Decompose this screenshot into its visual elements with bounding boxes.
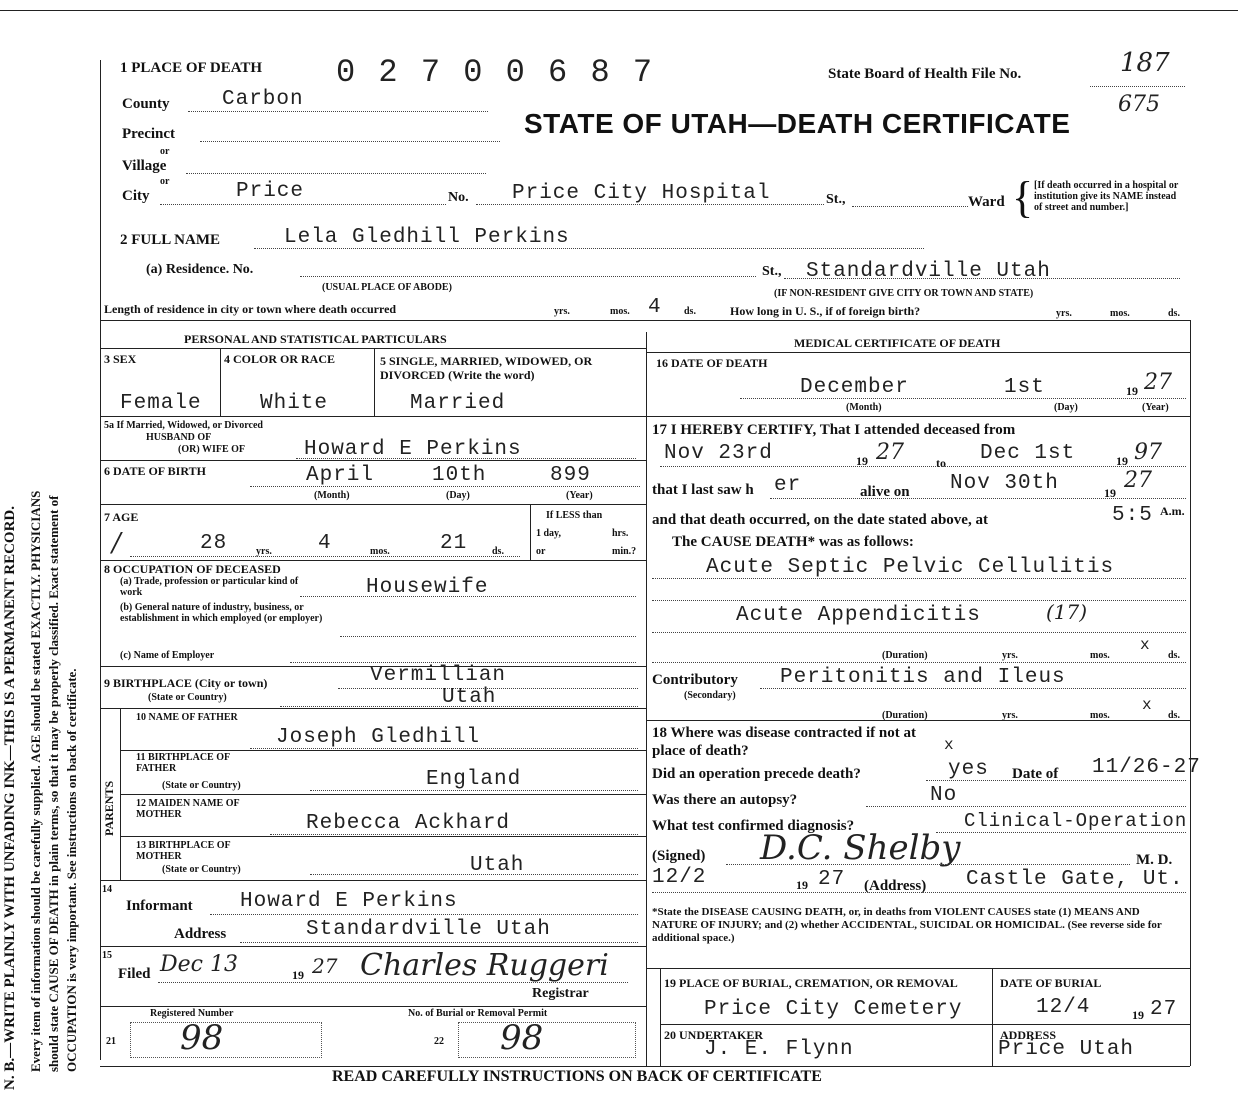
father-value: Joseph Gledhill: [276, 726, 481, 749]
cause-primary-2: Acute Appendicitis: [736, 604, 981, 627]
physician-address-value: Castle Gate, Ut.: [966, 868, 1184, 891]
dob-year-caption: (Year): [566, 490, 593, 501]
village-label: Village: [122, 158, 167, 174]
right-border: [1190, 320, 1191, 1066]
how-long-yrs: yrs.: [1056, 308, 1072, 319]
informant-address-value: Standardville Utah: [306, 918, 551, 941]
occupation-b-label: (b) General nature of industry, business, or establishment in which employed (or employer): [120, 602, 323, 624]
medical-header: MEDICAL CERTIFICATE OF DEATH: [794, 336, 1001, 350]
burial-permit-value: 98: [500, 1018, 544, 1058]
spouse-value: Howard E Perkins: [304, 438, 522, 461]
cause-footnote: *State the DISEASE CAUSING DEATH, or, in deaths from VIOLENT CAUSES state (1) MEANS AND NATURE OF INJURY; and (2) whether ACCIDENTAL, SUICIDAL OR HOMICIDAL. (See reverse side for additional space.): [652, 906, 1162, 944]
field-22-number: 22: [434, 1036, 444, 1047]
color-label: 4 COLOR OR RACE: [224, 352, 336, 366]
death-time: 5:5: [1112, 504, 1153, 527]
dob-label: 6 DATE OF BIRTH: [104, 464, 206, 478]
to-nineteen: 19: [1116, 454, 1128, 468]
physician-address-label: (Address): [864, 878, 927, 894]
occurred-label: and that death occurred, on the date stated above, at: [652, 512, 988, 528]
age-months: 4: [318, 532, 332, 555]
registered-number-value: 98: [180, 1018, 224, 1058]
length-days-value: 4: [648, 296, 662, 319]
operation-date-label: Date of: [1012, 766, 1059, 782]
dob-day-caption: (Day): [446, 490, 470, 501]
last-saw-year: 27: [1124, 468, 1152, 493]
to-label: to: [936, 456, 946, 470]
file-number: 187: [1120, 48, 1170, 78]
informant-value: Howard E Perkins: [240, 890, 458, 913]
age-ds-label: ds.: [492, 546, 504, 557]
contributory-label: Contributory: [652, 672, 738, 688]
where-contracted-label: 18 Where was disease contracted if not at place of death?: [652, 725, 916, 759]
duration-label-2: (Duration): [882, 710, 928, 721]
sidebar-line4: OCCUPATION is very important. See instructions on back of certificate.: [64, 668, 79, 1072]
spouse-label-2: HUSBAND OF: [146, 432, 212, 443]
duration-ds-1: ds.: [1168, 650, 1180, 661]
dob-month: April: [306, 464, 375, 487]
undertaker-value: J. E. Flynn: [704, 1038, 854, 1061]
age-mark: /: [112, 528, 121, 558]
marital-label: 5 SINGLE, MARRIED, WIDOWED, OR DIVORCED (Write the word): [380, 354, 593, 382]
less-than-label: If LESS than: [546, 510, 603, 521]
sex-label: 3 SEX: [104, 352, 137, 366]
non-resident-caption: (IF NON-RESIDENT GIVE CITY OR TOWN AND STATE): [774, 288, 1034, 299]
field-14-number: 14: [102, 884, 112, 895]
filed-label: Filed: [118, 966, 151, 982]
autopsy-label: Was there an autopsy?: [652, 792, 798, 808]
dob-year: 899: [550, 464, 591, 487]
less-or-label: or: [536, 546, 546, 557]
dob-month-caption: (Month): [314, 490, 350, 501]
certificate-title: STATE OF UTAH—DEATH CERTIFICATE: [524, 108, 1071, 139]
birthplace-state: Utah: [442, 686, 497, 709]
city-label: City: [122, 188, 150, 204]
center-divider: [646, 332, 647, 1067]
precinct-label: Precinct: [122, 126, 176, 142]
filed-value: Dec 13: [160, 952, 238, 977]
sidebar-line3: should state CAUSE OF DEATH in plain terms, so that it may be properly classified. Exact statement of: [46, 495, 61, 1072]
age-mos-label: mos.: [370, 546, 390, 557]
secondary-caption: (Secondary): [684, 690, 736, 701]
death-month: December: [800, 376, 909, 399]
bottom-border: [100, 1066, 1190, 1067]
file-number-2: 675: [1118, 92, 1160, 117]
age-days: 21: [440, 532, 468, 555]
mother-birthplace-value: Utah: [470, 854, 525, 877]
ward-label: Ward: [968, 194, 1005, 210]
signed-date: 12/2: [652, 866, 707, 889]
test-label: What test confirmed diagnosis?: [652, 818, 855, 834]
informant-address-label: Address: [174, 926, 227, 942]
duration-mos-2: mos.: [1090, 710, 1110, 721]
attended-from-year: 27: [876, 440, 904, 465]
length-residence-label: Length of residence in city or town where death occurred: [104, 302, 397, 316]
signed-year: 27: [818, 868, 846, 891]
md-label: M. D.: [1136, 852, 1173, 868]
cause-label: The CAUSE DEATH* was as follows:: [672, 534, 914, 550]
autopsy-value: No: [930, 784, 958, 807]
how-long-mos: mos.: [1110, 308, 1130, 319]
from-nineteen: 19: [856, 454, 868, 468]
test-value: Clinical-Operation: [964, 810, 1188, 832]
death-year: 27: [1144, 370, 1172, 395]
employer-label: (c) Name of Employer: [120, 650, 215, 661]
place-of-death-label: 1 PLACE OF DEATH: [120, 60, 263, 76]
alive-on-label: alive on: [860, 484, 910, 500]
how-long-ds: ds.: [1168, 308, 1180, 319]
county-value: Carbon: [222, 88, 304, 111]
signed-label: (Signed): [652, 848, 706, 864]
death-month-caption: (Month): [846, 402, 882, 413]
usual-abode-caption: (USUAL PLACE OF ABODE): [322, 282, 452, 293]
attended-to-year: 97: [1134, 440, 1162, 465]
attended-from: Nov 23rd: [664, 442, 773, 465]
burial-place-label: 19 PLACE OF BURIAL, CREMATION, OR REMOVAL: [664, 976, 958, 990]
length-mos: mos.: [610, 306, 630, 317]
registrar-signature: Charles Ruggeri: [360, 948, 609, 983]
last-nineteen: 19: [1104, 486, 1116, 500]
number-label: No.: [448, 190, 469, 205]
personal-header: PERSONAL AND STATISTICAL PARTICULARS: [184, 332, 447, 346]
full-name-value: Lela Gledhill Perkins: [284, 226, 570, 249]
mother-birthplace-label: 13 BIRTHPLACE OF MOTHER: [136, 840, 231, 862]
sex-value: Female: [120, 392, 202, 415]
duration-label-1: (Duration): [882, 650, 928, 661]
death-nineteen: 19: [1126, 384, 1138, 398]
cause-primary-1: Acute Septic Pelvic Cellulitis: [706, 556, 1115, 579]
field-15-number: 15: [102, 950, 112, 961]
length-ds: ds.: [684, 306, 696, 317]
field-21-number: 21: [106, 1036, 116, 1047]
color-value: White: [260, 392, 329, 415]
operation-date-value: 11/26-27: [1092, 756, 1201, 779]
hospital-value: Price City Hospital: [512, 182, 771, 205]
registrar-label: Registrar: [532, 986, 589, 1001]
street-label: St.,: [826, 192, 846, 207]
father-birthplace-label: 11 BIRTHPLACE OF FATHER: [136, 752, 230, 774]
duration-x-1: x: [1140, 636, 1151, 654]
signed-nineteen: 19: [796, 878, 808, 892]
city-value: Price: [236, 180, 305, 203]
registered-number-label: Registered Number: [150, 1008, 234, 1019]
marital-value: Married: [410, 392, 506, 415]
less-hrs-label: hrs.: [612, 528, 629, 539]
contributory-value: Peritonitis and Ileus: [780, 666, 1066, 689]
burial-permit-box: [458, 1022, 636, 1058]
institution-note: [If death occurred in a hospital or institution give its NAME instead of street and number.]: [1034, 180, 1179, 213]
or-label-2: or: [160, 176, 170, 187]
duration-mos-1: mos.: [1090, 650, 1110, 661]
length-yrs: yrs.: [554, 306, 570, 317]
occupation-a-label: (a) Trade, profession or particular kind of work: [120, 576, 299, 598]
age-years: 28: [200, 532, 228, 555]
undertaker-address-label: ADDRESS: [1000, 1028, 1057, 1042]
or-label-1: or: [160, 146, 170, 157]
attended-to: Dec 1st: [980, 442, 1076, 465]
certificate-number: 0 2 7 0 0 6 8 7: [336, 54, 655, 91]
residence-label: (a) Residence. No.: [146, 262, 254, 277]
burial-date-label: DATE OF BURIAL: [1000, 976, 1102, 990]
death-day: 1st: [1004, 376, 1045, 399]
residence-value: Standardville Utah: [806, 260, 1051, 283]
cause-primary-2-note: (17): [1046, 600, 1088, 624]
file-number-label: State Board of Health File No.: [828, 66, 1022, 82]
parents-label: PARENTS: [102, 780, 116, 836]
death-year-caption: (Year): [1142, 402, 1169, 413]
date-of-death-label: 16 DATE OF DEATH: [656, 356, 768, 370]
where-contracted-value: x: [944, 736, 955, 754]
last-saw-her: er: [774, 474, 802, 497]
birthplace-label: 9 BIRTHPLACE (City or town): [104, 676, 268, 690]
sidebar-line1: N. B.—WRITE PLAINLY WITH UNFADING INK—THIS IS A PERMANENT RECORD.: [2, 506, 18, 1090]
burial-place-value: Price City Cemetery: [704, 998, 963, 1021]
informant-label: Informant: [126, 898, 193, 914]
burial-nineteen: 19: [1132, 1008, 1144, 1022]
certify-label: 17 I HEREBY CERTIFY, That I attended deceased from: [652, 422, 1016, 438]
registered-number-box: [130, 1022, 322, 1058]
dob-day: 10th: [432, 464, 487, 487]
filed-year-prefix: 19: [292, 968, 304, 982]
father-label: 10 NAME OF FATHER: [136, 712, 238, 723]
duration-x-2: x: [1142, 696, 1153, 714]
top-border: [0, 10, 1238, 11]
occupation-label: 8 OCCUPATION OF DECEASED: [104, 562, 281, 576]
full-name-label: 2 FULL NAME: [120, 232, 221, 248]
death-time-suffix: A.m.: [1160, 504, 1185, 518]
age-label: 7 AGE: [104, 510, 139, 524]
sidebar-line2: Every item of information should be carefully supplied. AGE should be stated EXACTLY. PHYSICIANS: [28, 490, 43, 1072]
mother-value: Rebecca Ackhard: [306, 812, 511, 835]
birthplace-state-label: (State or Country): [148, 692, 227, 703]
operation-value: yes: [948, 758, 989, 781]
operation-label: Did an operation precede death?: [652, 766, 861, 782]
occupation-value: Housewife: [366, 576, 489, 599]
last-saw-label: that I last saw h: [652, 482, 754, 498]
death-day-caption: (Day): [1054, 402, 1078, 413]
burial-permit-label: No. of Burial or Removal Permit: [408, 1008, 548, 1019]
age-yrs-label: yrs.: [256, 546, 272, 557]
undertaker-label: 20 UNDERTAKER: [664, 1028, 764, 1042]
burial-date-value: 12/4: [1036, 996, 1091, 1019]
physician-signature: D.C. Shelby: [760, 828, 961, 868]
birthplace-city: Vermillian: [370, 664, 507, 687]
burial-year: 27: [1150, 998, 1178, 1021]
duration-yrs-1: yrs.: [1002, 650, 1018, 661]
undertaker-address-value: Price Utah: [998, 1038, 1135, 1061]
last-saw-date: Nov 30th: [950, 472, 1059, 495]
residence-street-label: St.,: [762, 264, 782, 279]
mother-state-caption: (State or Country): [162, 864, 241, 875]
less-min-label: min.?: [612, 546, 637, 557]
duration-yrs-2: yrs.: [1002, 710, 1018, 721]
less-day-label: 1 day,: [536, 528, 562, 539]
filed-year: 27: [312, 954, 338, 978]
father-birthplace-value: England: [426, 768, 522, 791]
county-label: County: [122, 96, 170, 112]
spouse-label-3: (OR) WIFE OF: [178, 444, 246, 455]
father-state-caption: (State or Country): [162, 780, 241, 791]
how-long-label: How long in U. S., if of foreign birth?: [730, 304, 921, 318]
footer-instructions: READ CAREFULLY INSTRUCTIONS ON BACK OF CERTIFICATE: [332, 1068, 822, 1085]
spouse-label-1: 5a If Married, Widowed, or Divorced: [104, 420, 263, 431]
mother-label: 12 MAIDEN NAME OF MOTHER: [136, 798, 240, 820]
duration-ds-2: ds.: [1168, 710, 1180, 721]
